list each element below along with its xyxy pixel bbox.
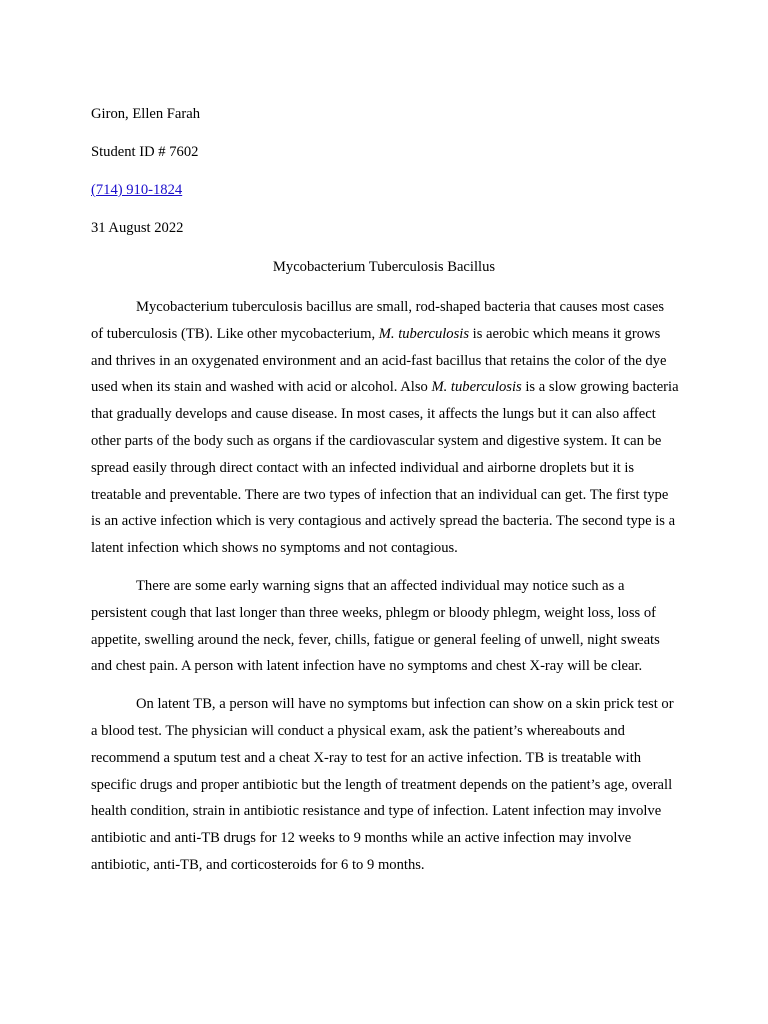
paragraph-2: There are some early warning signs that an affected individual may notice such as a persistent cough that last longer than three weeks, phlegm or bloody phlegm, weight loss, loss of appetite, swelling around the neck, fever, chills, fatigue or general feeling of unwell, night sweats and chest pain. A person with latent infection have no symptoms and chest X-ray will be clear.	[91, 577, 660, 675]
paragraph-1-text-a: Mycobacterium tuberculosis bacillus are small, rod-shaped bacteria that causes most cases of tuberculosis (TB). Like other mycobacterium,	[91, 299, 665, 342]
paragraph-1	[91, 294, 679, 562]
phone-link[interactable]: (714) 910-1824	[91, 182, 183, 198]
phone-number-line	[91, 181, 182, 199]
paragraph-3: On latent TB, a person will have no symptoms but infection can show on a skin prick test or a blood test. The physician will conduct a physical exam, ask the patient’s whereabouts and recommend a sputum test and a cheat X-ray to test for an active infection. TB is treatable with specific drugs and proper antibiotic but the length of treatment depends on the patient’s age, overall health condition, strain in antibiotic resistance and type of infection. Latent infection may involve antibiotic and anti-TB drugs for 12 weeks to 9 months while an active infection may involve antibiotic, anti-TB, and corticosteroids for 6 to 9 months.	[91, 696, 674, 873]
document-body	[91, 294, 679, 890]
paragraph-1-text-c: is a slow growing bacteria that gradually develops and cause disease. In most cases, it affects the lungs but it can also affect other parts of the body such as organs if the cardiovascular system and digestive system. It can be spread easily through direct contact with an infected individual and airborne droplets but it is treatable and preventable. There are two types of infection that an individual can get. The first type is an active infection which is very contagious and actively spread the bacteria. The second type is a latent infection which shows no symptoms and not contagious.	[91, 379, 679, 557]
author-name: Giron, Ellen Farah	[91, 106, 201, 122]
student-id: Student ID # 7602	[91, 144, 199, 160]
document-title: Mycobacterium Tuberculosis Bacillus	[272, 259, 496, 275]
document-date: 31 August 2022	[91, 220, 184, 236]
italic-species-name: M. tuberculosis	[431, 379, 522, 396]
italic-species-name: M. tuberculosis	[378, 325, 470, 342]
paragraph-1-text-b: is aerobic which means it grows and thrives in an oxygenated environment and an acid-fast bacillus that retains the color of the dye used when its stain and washed with acid or alcohol. Also	[91, 325, 667, 396]
